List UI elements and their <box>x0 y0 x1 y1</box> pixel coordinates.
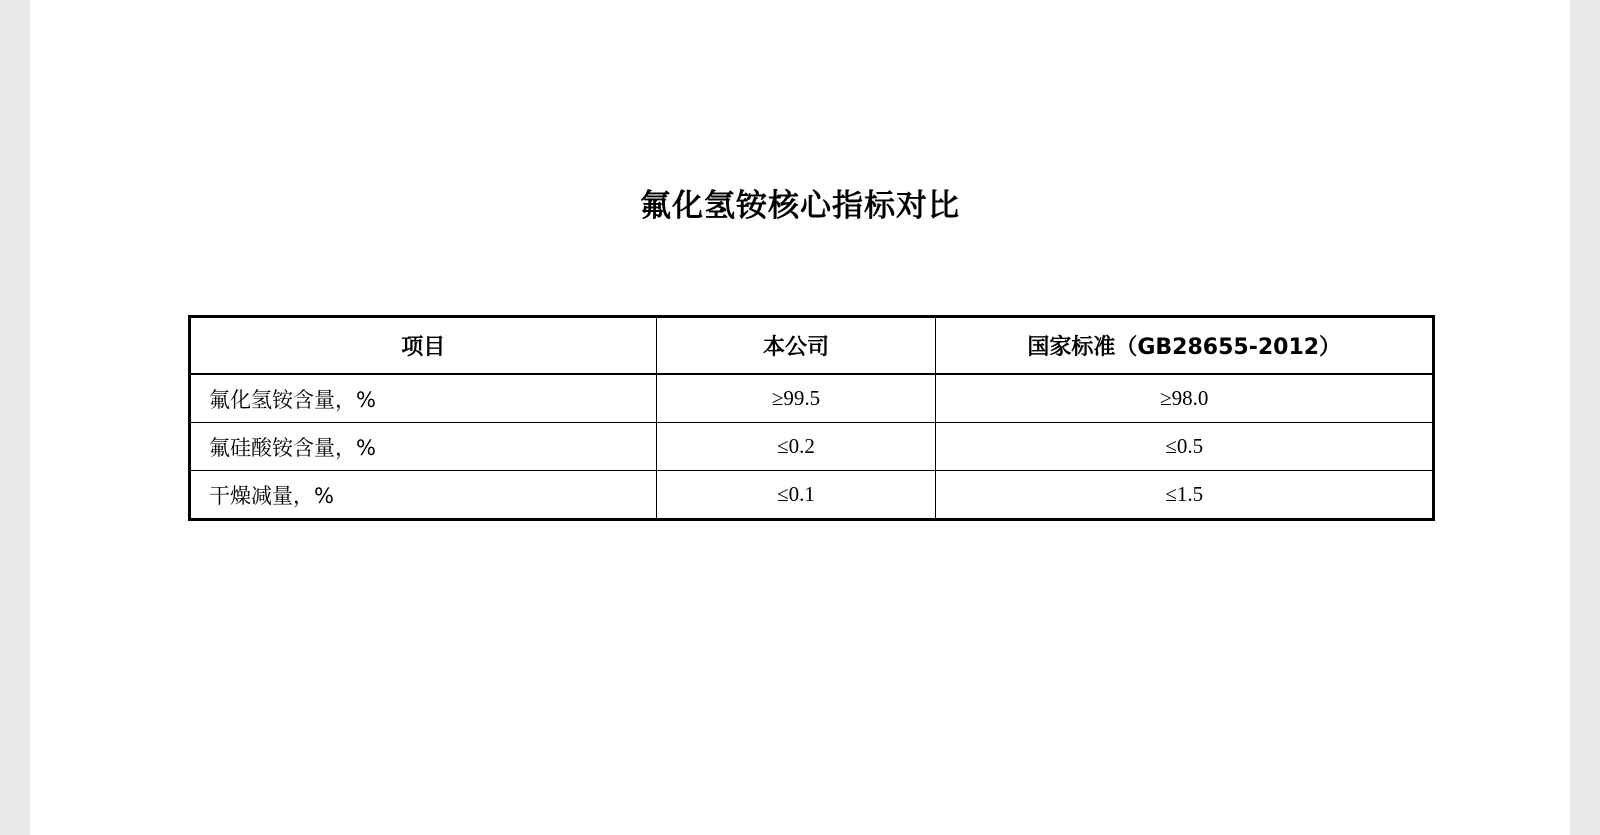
cell-company-value: ≥99.5 <box>656 374 936 423</box>
column-header-company: 本公司 <box>656 317 936 375</box>
table-row <box>190 471 1434 520</box>
table-row <box>190 374 1434 423</box>
cell-company-value: ≤0.1 <box>656 471 936 520</box>
column-header-standard: 国家标准（GB28655-2012） <box>936 317 1434 375</box>
document-page <box>30 0 1570 835</box>
page-title: 氟化氢铵核心指标对比 <box>640 188 960 224</box>
column-header-item: 项目 <box>190 317 657 375</box>
cell-item-name: 干燥减量，% <box>190 471 657 520</box>
table-header-row <box>190 317 1434 375</box>
cell-standard-value: ≤0.5 <box>936 423 1434 471</box>
table-row <box>190 423 1434 471</box>
spec-comparison-table-wrapper <box>188 315 1435 521</box>
cell-item-name: 氟硅酸铵含量，% <box>190 423 657 471</box>
cell-company-value: ≤0.2 <box>656 423 936 471</box>
table-body <box>190 374 1434 520</box>
spec-comparison-table <box>188 315 1435 521</box>
cell-standard-value: ≤1.5 <box>936 471 1434 520</box>
table-header <box>190 317 1434 375</box>
cell-item-name: 氟化氢铵含量，% <box>190 374 657 423</box>
cell-standard-value: ≥98.0 <box>936 374 1434 423</box>
